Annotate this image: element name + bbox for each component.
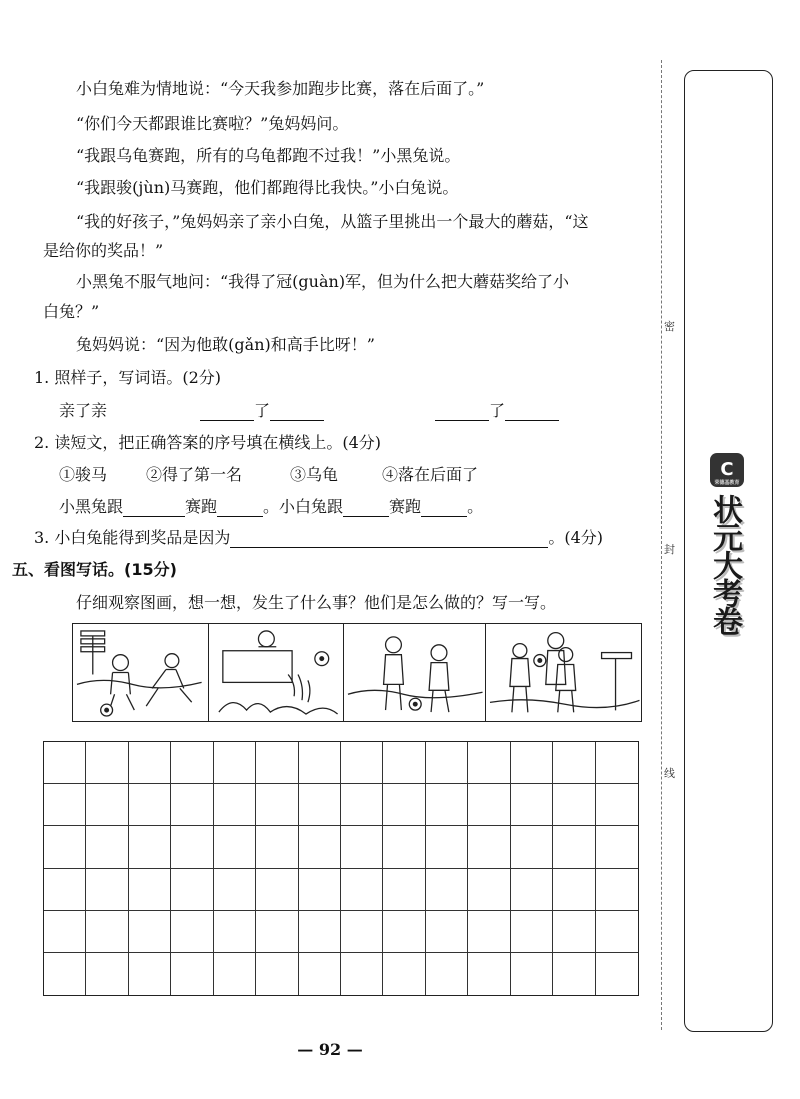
ball-over-wall-illustration	[209, 624, 344, 721]
answer-blank[interactable]	[230, 531, 548, 548]
grid-cell[interactable]	[553, 784, 595, 826]
grid-cell[interactable]	[299, 826, 341, 868]
answer-blank[interactable]	[270, 404, 324, 421]
returning-ball-illustration	[486, 624, 641, 721]
picture-strip	[72, 623, 642, 722]
answer-blank[interactable]	[421, 500, 467, 517]
grid-cell[interactable]	[129, 742, 171, 784]
writing-grid[interactable]	[43, 741, 639, 996]
grid-cell[interactable]	[86, 911, 128, 953]
section-5-instruction: 仔细观察图画，想一想，发生了什么事？他们是怎么做的？写一写。	[76, 593, 557, 612]
grid-cell[interactable]	[256, 911, 298, 953]
grid-cell[interactable]	[596, 826, 638, 868]
option-1: ①骏马	[59, 465, 108, 484]
grid-cell[interactable]	[596, 911, 638, 953]
brand-badge-letter: C	[720, 459, 734, 480]
grid-cell[interactable]	[383, 784, 425, 826]
grid-cell[interactable]	[214, 869, 256, 911]
question-1-blank-pair-2	[435, 401, 559, 421]
answer-blank[interactable]	[217, 500, 263, 517]
grid-cell[interactable]	[511, 869, 553, 911]
story-line-3: “我跟乌龟赛跑，所有的乌龟都跑不过我！”小黑兔说。	[76, 146, 461, 165]
section-5-title: 五、看图写话。(15分)	[12, 560, 177, 579]
question-1-title: 1. 照样子，写词语。(2分)	[34, 368, 222, 387]
grid-cell[interactable]	[299, 784, 341, 826]
boys-playing-football-illustration	[73, 624, 208, 721]
answer-blank[interactable]	[200, 404, 254, 421]
grid-cell[interactable]	[468, 784, 510, 826]
story-line-2: “你们今天都跟谁比赛啦？”兔妈妈问。	[76, 114, 349, 133]
answer-blank[interactable]	[343, 500, 389, 517]
grid-cell[interactable]	[596, 784, 638, 826]
grid-cell[interactable]	[256, 953, 298, 995]
grid-cell[interactable]	[426, 911, 468, 953]
grid-cell[interactable]	[553, 911, 595, 953]
story-line-6: 是给你的奖品！”	[43, 241, 164, 260]
grid-cell[interactable]	[553, 826, 595, 868]
story-line-7: 小黑兔不服气地问：“我得了冠(guàn)军，但为什么把大蘑菇奖给了小	[76, 272, 570, 291]
picture-panel-4	[486, 624, 641, 721]
grid-cell[interactable]	[511, 742, 553, 784]
grid-cell[interactable]	[511, 953, 553, 995]
story-line-9: 兔妈妈说：“因为他敢(gǎn)和高手比呀！”	[76, 335, 375, 354]
answer-blank[interactable]	[505, 404, 559, 421]
question-3-suffix: 。(4分)	[548, 528, 604, 547]
grid-cell[interactable]	[426, 953, 468, 995]
grid-cell[interactable]	[256, 826, 298, 868]
grid-cell[interactable]	[341, 911, 383, 953]
seal-line	[661, 60, 662, 1030]
grid-cell[interactable]	[86, 869, 128, 911]
sentence-part: 赛跑	[389, 497, 422, 516]
grid-cell[interactable]	[511, 826, 553, 868]
grid-cell[interactable]	[44, 826, 86, 868]
brand-logo-badge	[710, 453, 744, 487]
grid-cell[interactable]	[341, 869, 383, 911]
sentence-part: 。	[467, 497, 484, 516]
grid-cell[interactable]	[214, 953, 256, 995]
answer-blank[interactable]	[123, 500, 185, 517]
grid-cell[interactable]	[44, 784, 86, 826]
grid-cell[interactable]	[86, 953, 128, 995]
margin-label-xian: 线	[664, 767, 675, 780]
grid-cell[interactable]	[383, 869, 425, 911]
picture-panel-2	[209, 624, 345, 721]
option-4: ④落在后面了	[382, 465, 479, 484]
question-1-example: 亲了亲	[59, 401, 108, 420]
grid-cell[interactable]	[214, 911, 256, 953]
grid-cell[interactable]	[511, 784, 553, 826]
grid-cell[interactable]	[383, 742, 425, 784]
grid-cell[interactable]	[171, 953, 213, 995]
grid-cell[interactable]	[426, 826, 468, 868]
margin-label-feng: 封	[664, 543, 675, 556]
story-line-8: 白兔？”	[43, 302, 100, 321]
grid-cell[interactable]	[299, 953, 341, 995]
brand-name: 状元大考卷	[707, 494, 742, 634]
grid-cell[interactable]	[44, 953, 86, 995]
grid-cell[interactable]	[341, 784, 383, 826]
grid-cell[interactable]	[553, 742, 595, 784]
grid-cell[interactable]	[171, 826, 213, 868]
grid-cell[interactable]	[383, 953, 425, 995]
grid-cell[interactable]	[383, 911, 425, 953]
grid-cell[interactable]	[129, 869, 171, 911]
question-2-sentence	[59, 497, 483, 517]
grid-cell[interactable]	[596, 953, 638, 995]
question-3-prefix: 3. 小白兔能得到奖品是因为	[34, 528, 231, 547]
grid-cell[interactable]	[383, 826, 425, 868]
picture-panel-1	[73, 624, 209, 721]
sentence-part: 小黑兔跟	[59, 497, 124, 516]
grid-cell[interactable]	[468, 911, 510, 953]
grid-cell[interactable]	[129, 953, 171, 995]
grid-cell[interactable]	[171, 784, 213, 826]
grid-cell[interactable]	[86, 826, 128, 868]
grid-cell[interactable]	[129, 826, 171, 868]
grid-cell[interactable]	[44, 911, 86, 953]
grid-cell[interactable]	[256, 742, 298, 784]
grid-cell[interactable]	[341, 826, 383, 868]
grid-cell[interactable]	[511, 911, 553, 953]
option-3: ③乌龟	[290, 465, 339, 484]
story-line-1: 小白兔难为情地说：“今天我参加跑步比赛，落在后面了。”	[76, 79, 485, 98]
grid-cell[interactable]	[171, 869, 213, 911]
grid-cell[interactable]	[468, 869, 510, 911]
question-1-blank-pair-1	[200, 401, 324, 421]
grid-cell[interactable]	[468, 953, 510, 995]
grid-cell[interactable]	[86, 784, 128, 826]
grid-cell[interactable]	[553, 953, 595, 995]
sentence-part: 赛跑	[185, 497, 218, 516]
story-line-5: “我的好孩子，”兔妈妈亲了亲小白兔，从篮子里挑出一个最大的蘑菇，“这	[76, 212, 589, 231]
le-char: 了	[254, 401, 271, 420]
answer-blank[interactable]	[435, 404, 489, 421]
question-2-title: 2. 读短文，把正确答案的序号填在横线上。(4分)	[34, 433, 382, 452]
grid-cell[interactable]	[468, 826, 510, 868]
margin-label-mi: 密	[664, 320, 675, 333]
grid-cell[interactable]	[214, 784, 256, 826]
grid-cell[interactable]	[341, 742, 383, 784]
grid-cell[interactable]	[299, 869, 341, 911]
grid-cell[interactable]	[256, 784, 298, 826]
grid-cell[interactable]	[256, 869, 298, 911]
grid-cell[interactable]	[596, 742, 638, 784]
grid-cell[interactable]	[86, 742, 128, 784]
grid-cell[interactable]	[468, 742, 510, 784]
grid-cell[interactable]	[44, 869, 86, 911]
question-3	[34, 528, 603, 548]
option-2: ②得了第一名	[146, 465, 243, 484]
grid-cell[interactable]	[214, 742, 256, 784]
picture-panel-3	[344, 624, 486, 721]
grid-cell[interactable]	[129, 784, 171, 826]
grid-cell[interactable]	[299, 742, 341, 784]
grid-cell[interactable]	[129, 911, 171, 953]
grid-cell[interactable]	[171, 742, 213, 784]
story-line-4: “我跟骏(jùn)马赛跑，他们都跑得比我快。”小白兔说。	[76, 178, 459, 197]
le-char: 了	[489, 401, 506, 420]
grid-cell[interactable]	[214, 826, 256, 868]
page-number: — 92 —	[297, 1040, 363, 1059]
grid-cell[interactable]	[426, 742, 468, 784]
grid-cell[interactable]	[596, 869, 638, 911]
boys-finding-ball-illustration	[344, 624, 485, 721]
grid-cell[interactable]	[299, 911, 341, 953]
grid-cell[interactable]	[426, 784, 468, 826]
sentence-part: 。小白兔跟	[263, 497, 344, 516]
grid-cell[interactable]	[426, 869, 468, 911]
grid-cell[interactable]	[341, 953, 383, 995]
grid-cell[interactable]	[553, 869, 595, 911]
brand-badge-caption: 荣德基教育	[714, 480, 740, 486]
grid-cell[interactable]	[44, 742, 86, 784]
grid-cell[interactable]	[171, 911, 213, 953]
